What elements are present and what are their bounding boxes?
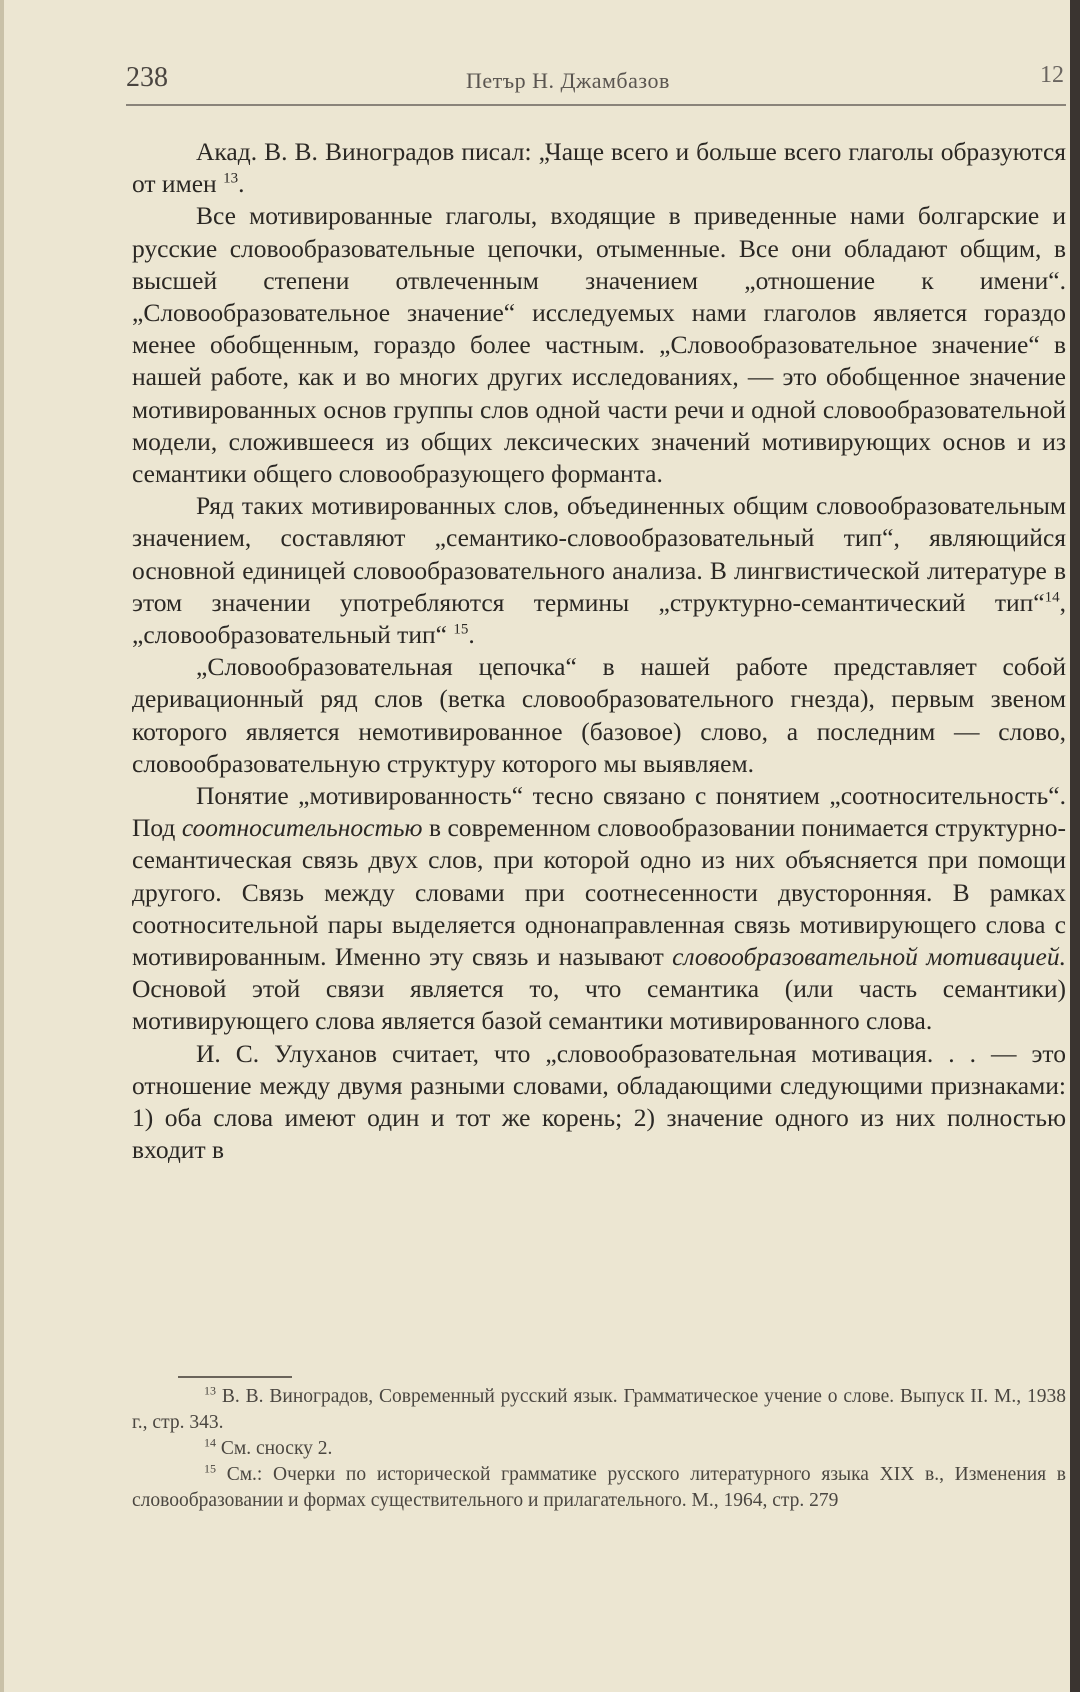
paragraph: „Словообразовательная цепочка“ в нашей работе представляет собой деривационный ряд слов (ветка словообразовательного гнезда), первым звеном которого является немотивированное (базовое) слово, а последним — слово, словообразовательную структуру которого мы выявляем. xyxy=(132,652,1066,778)
footnote-mark: 14 xyxy=(204,1435,216,1450)
italic-term: словообразовательной мотивацией. xyxy=(672,942,1066,972)
footnote-ref: 15 xyxy=(453,621,469,638)
page-left-edge xyxy=(0,0,4,1692)
footnote-ref: 13 xyxy=(223,170,239,187)
footnote: $^{14}$ См. сноску 2. xyxy=(204,1435,333,1459)
paragraph: Понятие „мотивированность“ тесно связано с понятием „соотносительность“. Под соотносительностью в современном словообразовании понимается структурно-семантическая связь двух слов, при которой одно из них объясняется при помощи другого. Связь между словами при соотнесенности двусторонняя. В рамках соотносительной пары выделяется однонаправленная связь мотивирующего слова с мотивированным. Именно эту связь и называют словообразовательной мотивацией. Основой этой связи является то, что семантика (или часть семантики) мотивирующего слова является базой семантики мотивированного слова. xyxy=(132,781,1066,1036)
running-head: Петър Н. Джамбазов xyxy=(466,68,670,93)
chapter-number: 12 xyxy=(1040,62,1064,88)
paragraph: Акад. В. В. Виноградов писал: „Чаще всего и больше всего глаголы образуются от имен $^{13}$. xyxy=(132,137,1066,199)
body-text xyxy=(132,136,1066,1167)
footnote-mark: 13 xyxy=(204,1383,216,1398)
paragraph: И. С. Улуханов считает, что „словообразовательная мотивация. . . — это отношение между двумя разными словами, обладающими следующими признаками: 1) оба слова имеют один и тот же корень; 2) значение одного из них полностью входит в xyxy=(132,1038,1066,1165)
paragraph: Ряд таких мотивированных слов, объединенных общим словообразовательным значением, составляют „семантико-словообразовательный тип“, являющийся основной единицей словообразовательного анализа. В лингвистической литературе в этом значении употребляются термины „структурно-семантический тип“$^{14}$, „словообразовательный тип“ $^{15}$. xyxy=(132,491,1066,650)
footnote: $^{13}$ В. В. Виноградов, Современный русский язык. Грамматическое учение о слове. Выпуск II. М., 1938 г., стр. 343. xyxy=(132,1383,1066,1433)
footnote-ref: 14 xyxy=(1044,589,1060,606)
paragraph: Все мотивированные глаголы, входящие в приведенные нами болгарские и русские словообразовательные цепочки, отыменные. Все они обладают общим, в высшей степени отвлеченным значением „отношение к имени“. „Словообразовательное значение“ исследуемых нами глаголов является гораздо менее обобщенным, гораздо более частным. „Словообразовательное значение“ в нашей работе, как и во многих других исследованиях, — это обобщенное значение мотивированных основ группы слов одной части речи и одной словообразовательной модели, сложившееся из общих лексических значений мотивирующих основ и из семантики общего словообразующего форманта. xyxy=(132,201,1066,489)
footnote-mark: 15 xyxy=(204,1461,216,1476)
footnote-rule xyxy=(178,1376,292,1378)
footnote: $^{15}$ См.: Очерки по исторической грамматике русского литературного языка XIX в., Изменения в словообразовании и формах существительного и прилагательного. М., 1964, стр. 279 xyxy=(132,1461,1066,1511)
footnotes xyxy=(132,1384,1066,1514)
page-number: 238 xyxy=(126,62,168,93)
page-binding-edge xyxy=(1070,0,1080,1692)
header-rule xyxy=(126,104,1066,106)
italic-term: соотносительностью xyxy=(181,813,423,843)
page-header xyxy=(126,62,1070,102)
